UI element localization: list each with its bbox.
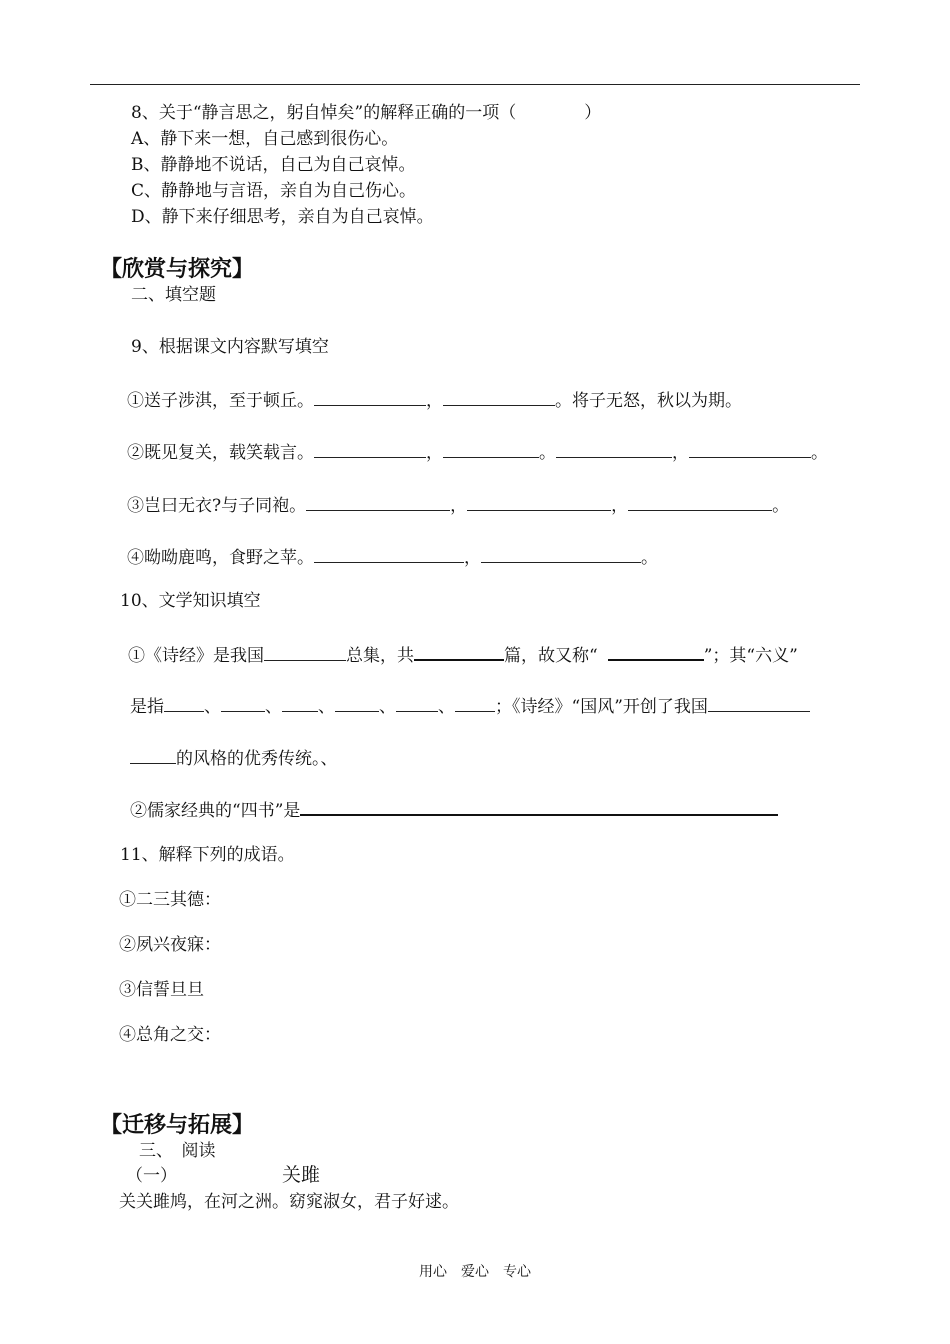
answer-blank[interactable] <box>314 388 426 406</box>
answer-blank[interactable] <box>708 694 810 712</box>
answer-blank[interactable] <box>130 746 176 764</box>
answer-blank[interactable] <box>455 694 495 712</box>
q10-stem: 10、文学知识填空 <box>120 591 261 611</box>
poem-title: 关雎 <box>282 1164 321 1186</box>
answer-blank[interactable] <box>306 493 450 511</box>
answer-blank[interactable] <box>443 388 555 406</box>
answer-blank[interactable] <box>443 440 539 458</box>
section-subtitle-reading: 三、 阅读 <box>139 1141 216 1161</box>
answer-blank[interactable] <box>335 694 379 712</box>
q8-option-c: C、静静地与言语，亲自为自己伤心。 <box>131 181 417 201</box>
q10-line-3-text: 的风格的优秀传统。、 <box>176 749 338 769</box>
q10-line-1-text: ①《诗经》是我国 <box>128 646 264 666</box>
answer-blank[interactable] <box>608 642 704 661</box>
section-subtitle-fill-blank: 二、填空题 <box>131 285 216 305</box>
q11-stem: 11、解释下列的成语。 <box>120 845 295 865</box>
answer-blank[interactable] <box>414 642 504 661</box>
q8-option-b: B、静静地不说话，自己为自己哀悼。 <box>131 155 416 175</box>
answer-blank[interactable] <box>467 493 611 511</box>
q11-item-1: ①二三其德： <box>119 890 221 910</box>
answer-blank[interactable] <box>481 545 641 563</box>
q8-option-a: A、静下来一想，自己感到很伤心。 <box>131 129 399 149</box>
answer-blank[interactable] <box>396 694 438 712</box>
q10-line-2: 是指 、 、 、 、 、 ；《诗经》“国风”开创了我国 <box>130 694 810 718</box>
section-title-appreciation: 【欣赏与探究】 <box>100 257 255 282</box>
header-rule <box>90 84 860 85</box>
q9-line-3: ③岂曰无衣?与子同袍。 ， ， 。 <box>127 493 789 517</box>
answer-blank[interactable] <box>314 440 426 458</box>
q10-line-4-text: ②儒家经典的“四书”是 <box>130 801 301 821</box>
answer-blank[interactable] <box>164 694 204 712</box>
q9-line-2: ②既见复关，载笑载言。 ， 。 ， 。 <box>127 440 828 464</box>
q9-line-1-text: ①送子涉淇，至于顿丘。 <box>127 391 314 411</box>
q10-line-3 <box>130 746 338 770</box>
q9-line-3-text: ③岂曰无衣?与子同袍。 <box>127 496 307 516</box>
poem-line-1: 关关雎鸠，在河之洲。窈窕淑女，君子好逑。 <box>119 1192 459 1212</box>
q10-line-4 <box>130 797 778 822</box>
q9-line-4-text: ④呦呦鹿鸣，食野之苹。 <box>127 548 314 568</box>
q9-line-4: ④呦呦鹿鸣，食野之苹。 ， 。 <box>127 545 658 569</box>
q11-item-3: ③信誓旦旦 <box>119 980 204 1000</box>
q10-line-2-text: 是指 <box>130 697 164 717</box>
q10-line-1: ①《诗经》是我国 总集，共 篇，故又称“ ”；其“六义” <box>128 642 798 667</box>
answer-blank[interactable] <box>282 694 318 712</box>
answer-blank[interactable] <box>314 545 464 563</box>
q9-line-2-text: ②既见复关，载笑载言。 <box>127 443 314 463</box>
reading-number: （一） <box>126 1166 177 1186</box>
q8-option-d: D、静下来仔细思考，亲自为自己哀悼。 <box>131 207 434 227</box>
page-footer: 用心 爱心 专心 <box>419 1264 531 1280</box>
section-title-extension: 【迁移与拓展】 <box>100 1113 255 1138</box>
answer-blank[interactable] <box>689 440 811 458</box>
answer-blank[interactable] <box>628 493 772 511</box>
q11-item-2: ②夙兴夜寐： <box>119 935 221 955</box>
answer-blank[interactable] <box>300 797 778 816</box>
answer-blank[interactable] <box>264 643 346 661</box>
q9-line-1: ①送子涉淇，至于顿丘。 ， 。将子无怒，秋以为期。 <box>127 388 742 412</box>
answer-blank[interactable] <box>221 694 265 712</box>
q9-stem: 9、根据课文内容默写填空 <box>131 337 329 357</box>
q8-stem: 8、关于“静言思之，躬自悼矣”的解释正确的一项（ ） <box>131 103 602 123</box>
answer-blank[interactable] <box>556 440 672 458</box>
q11-item-4: ④总角之交： <box>119 1025 221 1045</box>
